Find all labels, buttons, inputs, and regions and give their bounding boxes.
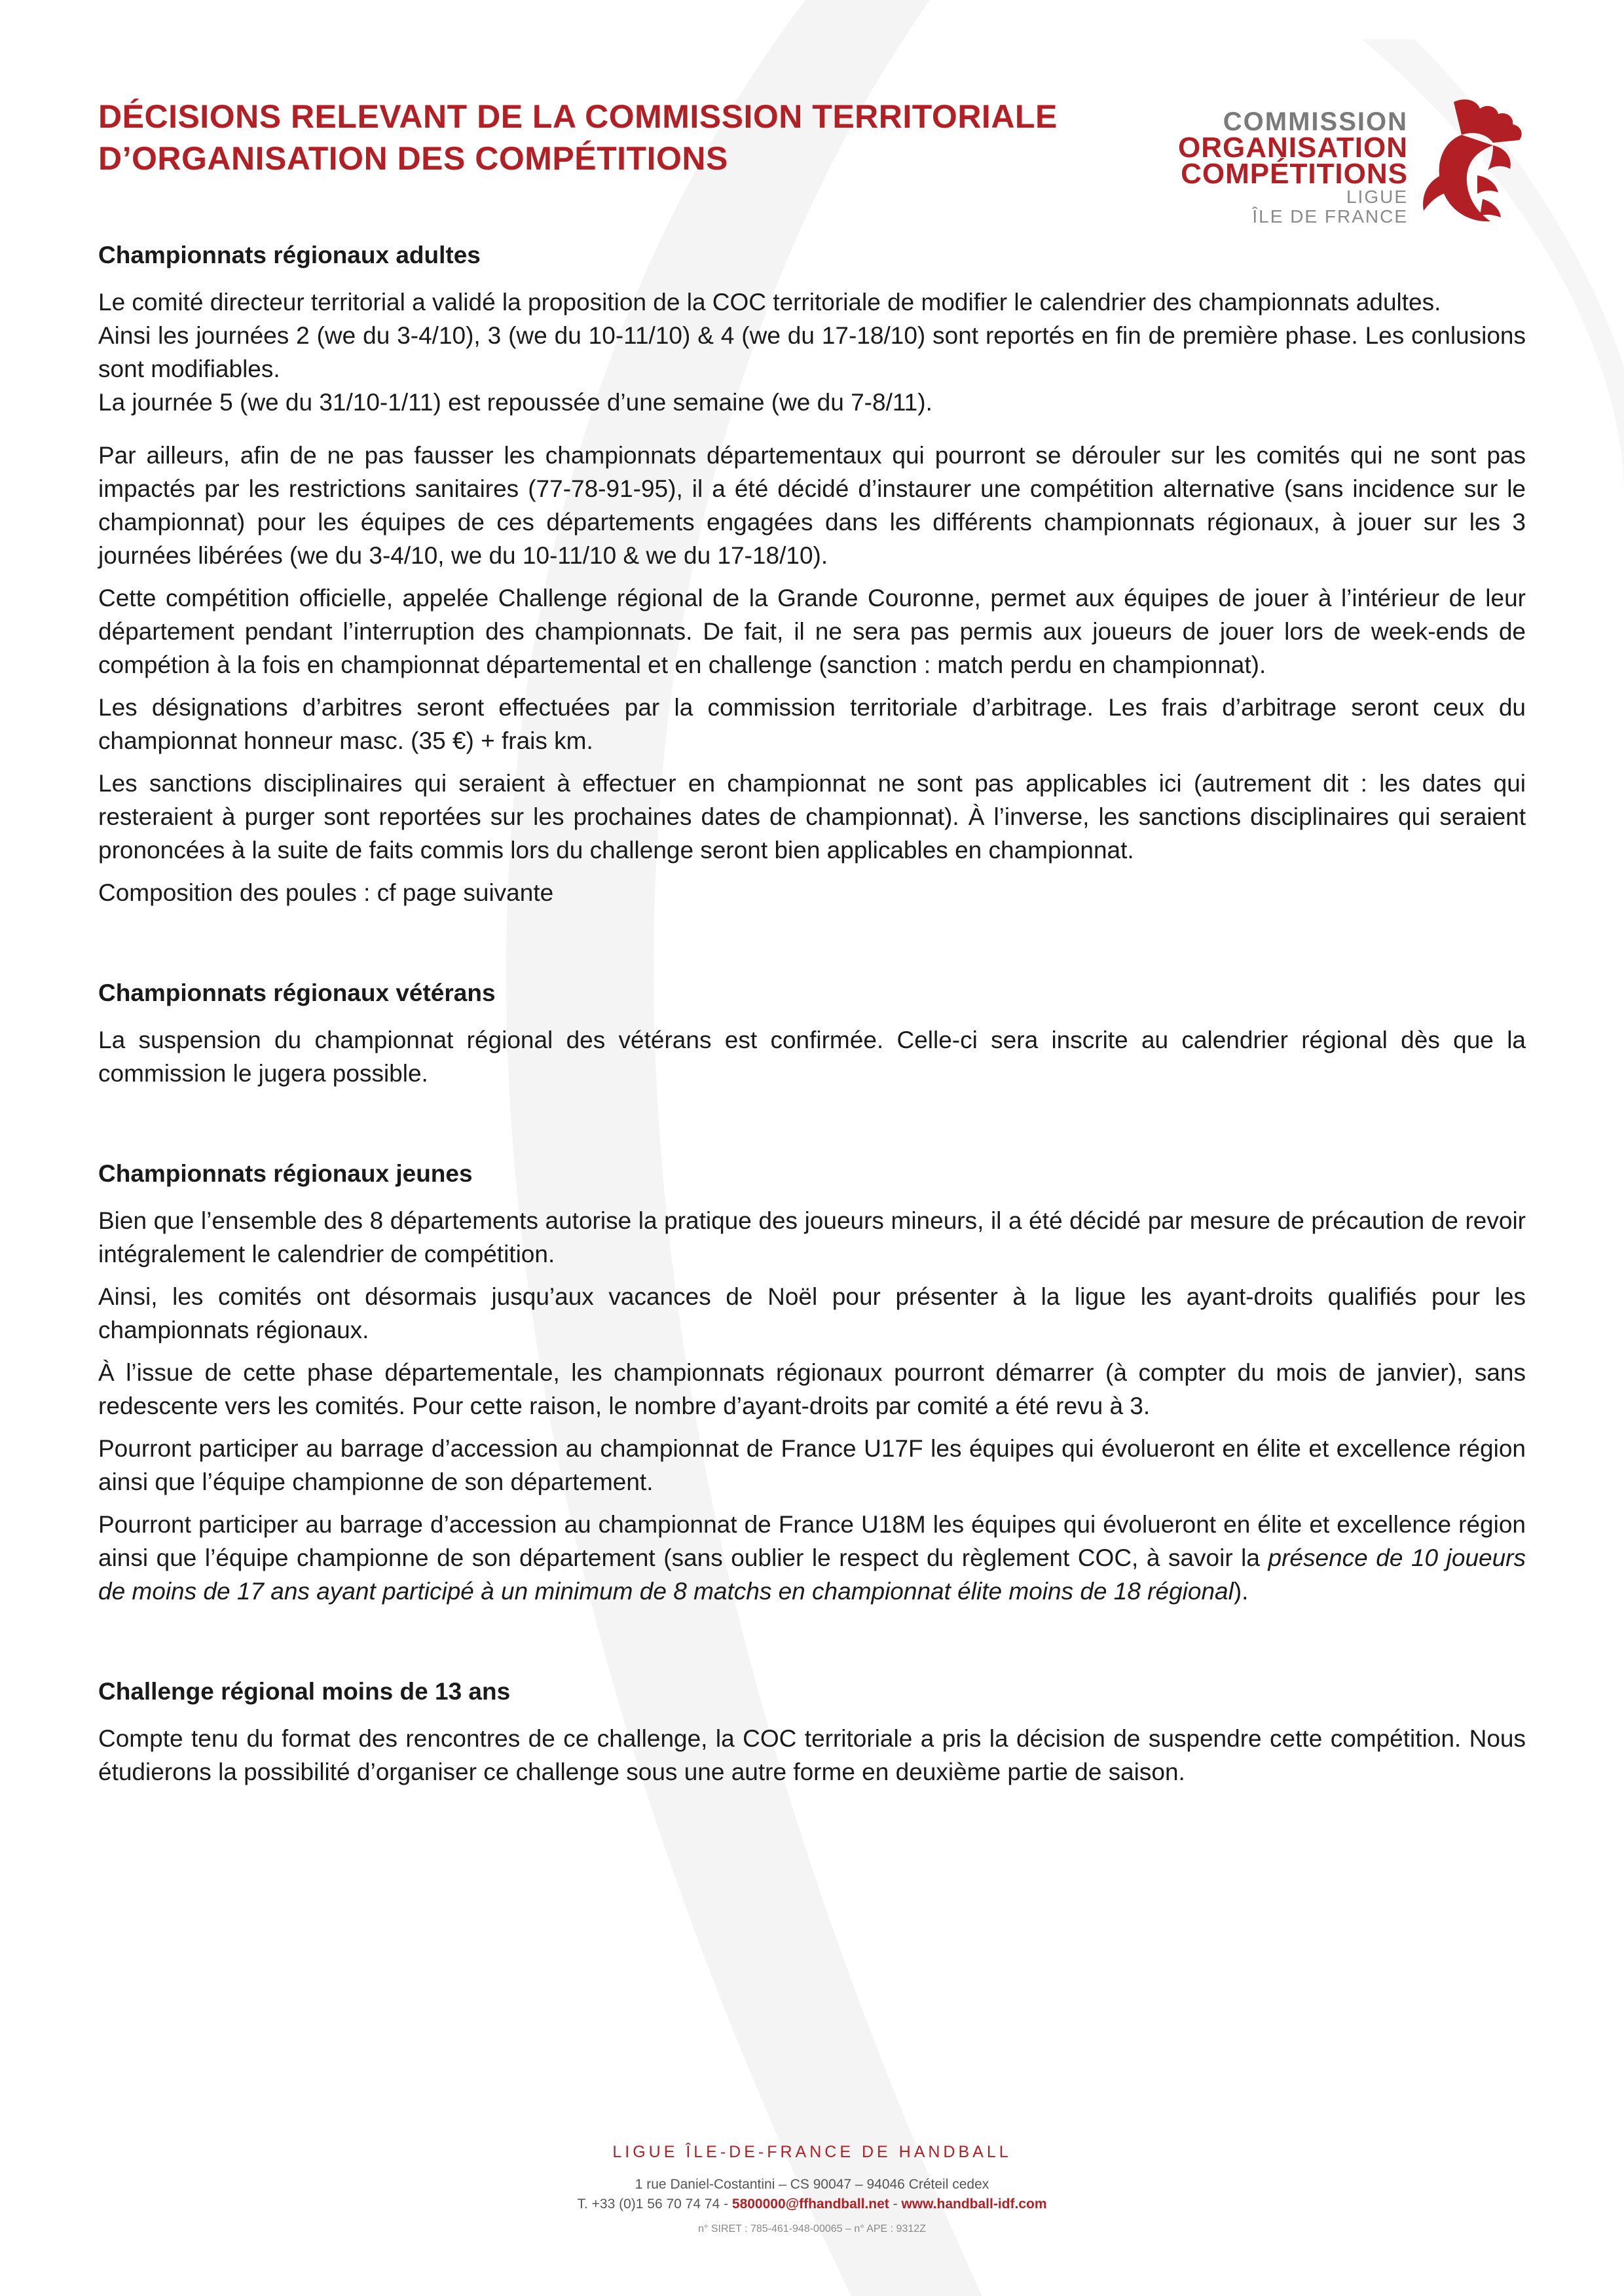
logo-line-ligue: LIGUE [1346,187,1408,207]
rooster-icon [1414,97,1526,228]
paragraph: Ainsi les journées 2 (we du 3-4/10), 3 (we du 10-11/10) & 4 (we du 17-18/10) sont reportés en fin de première phase. Les conlusions sont modifiables. [98,322,1526,382]
footer-phone: T. +33 (0)1 56 70 74 74 - [577,2196,732,2212]
logo-text [1178,109,1408,227]
paragraph: La journée 5 (we du 31/10-1/11) est repoussée d’une semaine (we du 7-8/11). [98,389,932,416]
footer-website-link[interactable]: www.handball-idf.com [901,2196,1047,2212]
paragraph: Pourront participer au barrage d’accession au championnat de France U17F les équipes qui évolueront en élite et excellence région ainsi que l’équipe championne de son département. [98,1435,1526,1495]
commission-logo [1159,90,1526,234]
paragraph-italic-text: présence de 10 joueurs de moins de 17 ans ayant participé à un minimum de 8 matchs en championnat élite moins de 18 régional [98,1544,1526,1605]
section-jeunes [98,1158,1526,1608]
paragraph: Bien que l’ensemble des 8 départements autorise la pratique des joueurs mineurs, il a été décidé par mesure de précaution de revoir intégralement le calendrier de compétition. [98,1207,1526,1267]
header [98,90,1526,234]
logo-line-region: ÎLE DE FRANCE [1252,206,1408,227]
footer-email-link[interactable]: 5800000@ffhandball.net [731,2196,889,2212]
section-moins-13 [98,1676,1526,1789]
paragraph: Cette compétition officielle, appelée Challenge régional de la Grande Couronne, permet aux équipes de jouer à l’intérieur de leur département pendant l’interruption des championnats. De fait, il ne sera pas permis aux joueurs de jouer lors de week-ends de compétion à la fois en championnat départemental et en challenge (sanction : match perdu en championnat). [98,585,1526,678]
content [98,240,1526,1798]
page-title-line-2: D’ORGANISATION DES COMPÉTITIONS [98,140,728,177]
footer-siret: n° SIRET : 785-461-948-00065 – n° APE : 9312Z [698,2223,926,2234]
paragraph: Le comité directeur territorial a validé la proposition de la COC territoriale de modifier le calendrier des championnats adultes. [98,289,1441,316]
section-heading: Championnats régionaux vétérans [98,979,496,1006]
paragraph-text-end: ). [1233,1578,1249,1605]
paragraph: Les désignations d’arbitres seront effectuées par la commission territoriale d’arbitrage. Les frais d’arbitrage seront ceux du championnat honneur masc. (35 €) + frais km. [98,694,1526,754]
paragraph: À l’issue de cette phase départementale, les championnats régionaux pourront démarrer (à compter du mois de janvier), sans redescente vers les comités. Pour cette raison, le nombre d’ayant-droits par comité a été revu à 3. [98,1359,1526,1419]
paragraph-text: Pourront participer au barrage d’accession au championnat de France U18M les équipes qui évolueront en élite et excellence région ainsi que l’équipe championne de son département (sans oublier le respect du règlement COC, à savoir la [98,1511,1526,1571]
footer-address: 1 rue Daniel-Costantini – CS 90047 – 94046 Créteil cedex [635,2177,989,2192]
paragraph: Compte tenu du format des rencontres de ce challenge, la COC territoriale a pris la décision de suspendre cette compétition. Nous étudierons la possibilité d’organiser ce challenge sous une autre forme en deuxième partie de saison. [98,1725,1526,1785]
paragraph: La suspension du championnat régional des vétérans est confirmée. Celle-ci sera inscrite au calendrier régional dès que la commission le jugera possible. [98,1027,1526,1087]
section-adultes [98,240,1526,909]
paragraph: Les sanctions disciplinaires qui seraient à effectuer en championnat ne sont pas applicables ici (autrement dit : les dates qui resteraient à purger sont reportées sur les prochaines dates de championnat). À l’inverse, les sanctions disciplinaires qui seraient prononcées à la suite de faits commis lors du challenge seront bien applicables en championnat. [98,770,1526,864]
page-title [98,96,1080,179]
paragraph [98,1508,1526,1608]
logo-line-organisation: ORGANISATION [1178,132,1408,164]
section-veterans [98,977,1526,1090]
section-heading: Challenge régional moins de 13 ans [98,1678,511,1705]
section-heading: Championnats régionaux adultes [98,242,481,268]
section-heading: Championnats régionaux jeunes [98,1160,473,1187]
page-title-line-1: DÉCISIONS RELEVANT DE LA COMMISSION TERRITORIALE [98,98,1058,135]
logo-line-commission: COMMISSION [1223,107,1408,136]
paragraph: Ainsi, les comités ont désormais jusqu’aux vacances de Noël pour présenter à la ligue les ayant-droits qualifiés pour les championnats régionaux. [98,1283,1526,1343]
footer-org-name: LIGUE ÎLE-DE-FRANCE DE HANDBALL [612,2143,1012,2161]
footer [98,2141,1526,2238]
paragraph: Composition des poules : cf page suivante [98,879,554,906]
footer-contact [98,2195,1526,2214]
logo-line-competitions: COMPÉTITIONS [1181,158,1408,190]
footer-separator: - [889,2196,902,2212]
paragraph: Par ailleurs, afin de ne pas fausser les championnats départementaux qui pourront se dérouler sur les comités qui ne sont pas impactés par les restrictions sanitaires (77-78-91-95), il a été décidé d’instaurer une compétition alternative (sans incidence sur le championnat) pour les équipes de ces départements engagées dans les différents championnats régionaux, à jouer sur les 3 journées libérées (we du 3-4/10, we du 10-11/10 & we du 17-18/10). [98,442,1526,569]
